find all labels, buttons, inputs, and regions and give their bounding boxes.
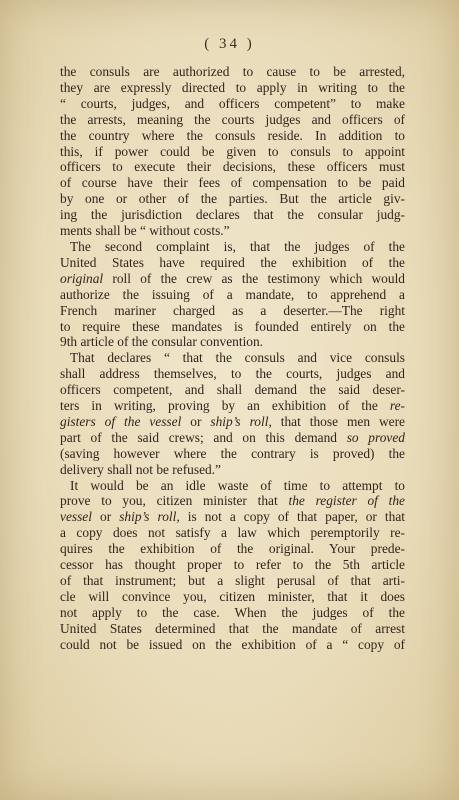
text-line: the country where the consuls reside. In addition to xyxy=(60,127,405,143)
text-line: “ courts, judges, and officers competent” to make xyxy=(60,95,405,111)
text-line: part of the said crews; and on this demand so proved xyxy=(60,429,405,445)
text-line: It would be an idle waste of time to attempt to xyxy=(70,477,405,493)
text-line: this, if power could be given to consuls to appoint xyxy=(60,143,405,159)
text-line: delivery shall not be refused.” xyxy=(60,461,222,477)
text-line: the arrests, meaning the courts judges and officers of xyxy=(60,111,405,127)
text-line: United States determined that the mandate of arrest xyxy=(60,620,405,636)
text-line: by one or other of the parties. But the article giv- xyxy=(60,191,405,207)
text-line: authorize the issuing of a mandate, to apprehend a xyxy=(60,286,405,302)
text-line: original roll of the crew as the testimony which would xyxy=(60,270,405,286)
text-line: to require these mandates is founded entirely on the xyxy=(60,318,405,334)
text-line: shall address themselves, to the courts, judges and xyxy=(60,366,405,382)
text-line: the consuls are authorized to cause to be arrested, xyxy=(60,64,405,79)
text-line: a copy does not satisfy a law which peremptorily re- xyxy=(60,525,405,541)
text-line: could not be issued on the exhibition of a “ copy of xyxy=(60,636,405,652)
text-line: they are expressly directed to apply in writing to the xyxy=(60,79,405,95)
text-line: cessor has thought proper to refer to the 5th article xyxy=(60,557,405,573)
text-line: quires the exhibition of the original. Your prede- xyxy=(60,541,405,557)
text-line: prove to you, citizen minister that the register of the xyxy=(60,493,405,509)
text-line: The second complaint is, that the judges of the xyxy=(70,238,405,254)
body-text xyxy=(60,64,405,653)
text-line: United States have required the exhibition of the xyxy=(60,254,405,270)
text-line: ing the jurisdiction declares that the consular judg- xyxy=(60,207,405,223)
text-line: of course have their fees of compensation to be paid xyxy=(60,175,405,191)
text-line: cle will convince you, citizen minister, that it does xyxy=(60,588,405,604)
text-line: of that instrument; but a slight perusal of that arti- xyxy=(60,573,405,588)
text-line: not apply to the case. When the judges of the xyxy=(60,604,405,620)
text-line: 9th article of the consular convention. xyxy=(60,334,264,350)
text-line: ments shall be “ without costs.” xyxy=(60,223,230,239)
text-line: (saving however where the contrary is proved) the xyxy=(60,445,405,461)
text-line: vessel or ship’s roll, is not a copy of that paper, or that xyxy=(60,509,405,525)
text-line: ters in writing, proving by an exhibition of the re- xyxy=(60,398,405,414)
page-number: ( 34 ) xyxy=(204,36,255,52)
text-line: That declares “ that the consuls and vice consuls xyxy=(70,350,405,366)
text-line: French mariner charged as a deserter.—The right xyxy=(60,302,405,318)
text-line: officers competent, and shall demand the said deser- xyxy=(60,382,405,398)
text-line: gisters of the vessel or ship’s roll, that those men were xyxy=(60,413,406,429)
text-line: officers to execute their decisions, these officers must xyxy=(60,159,405,175)
